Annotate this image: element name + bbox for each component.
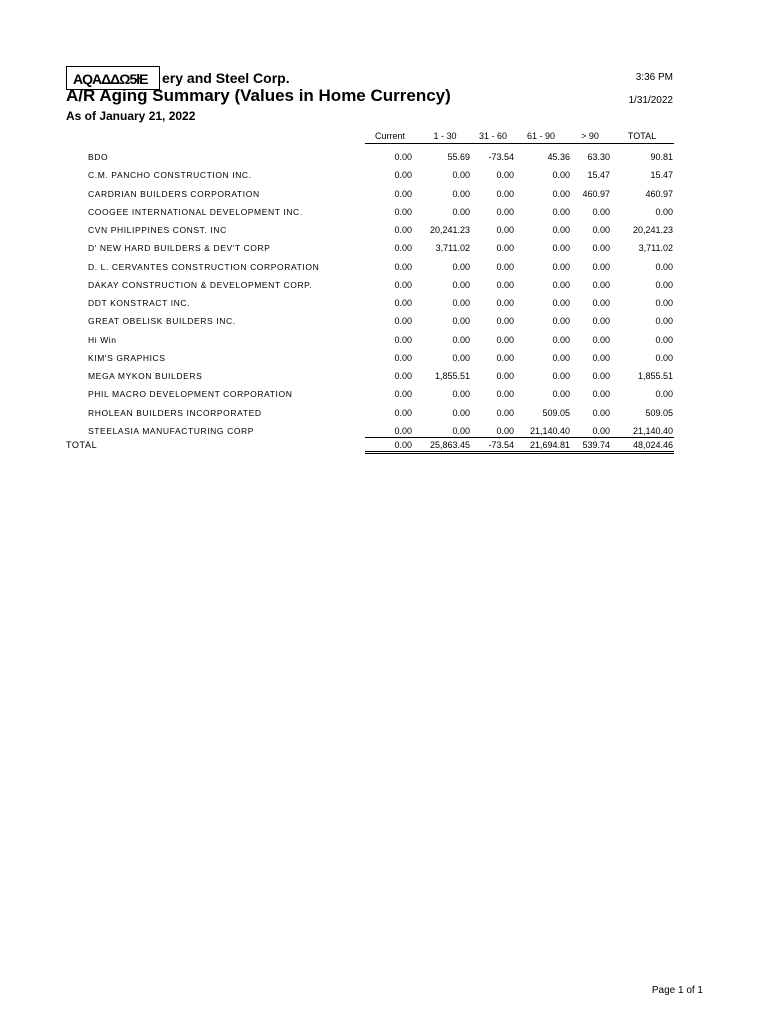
customer-name: PHIL MACRO DEVELOPMENT CORPORATION [88, 389, 293, 400]
cell-31-60: 0.00 [496, 371, 514, 381]
table-row [0, 280, 768, 298]
cell-1-30: 3,711.02 [435, 243, 470, 254]
table-row [0, 189, 768, 207]
cell-61-90: 0.00 [552, 389, 570, 400]
table-row [0, 298, 768, 316]
cell-1-30: 0.00 [452, 407, 470, 418]
cell-61-90: 0.00 [552, 206, 570, 217]
table-row [0, 152, 768, 170]
total-top-rule [365, 437, 674, 438]
cell-total: 21,140.40 [632, 425, 673, 436]
cell-total: 0.00 [655, 316, 673, 327]
print-time: 3:36 PM [635, 72, 673, 83]
cell-1-30: 1,855.51 [434, 371, 470, 381]
cell-61-90: 0.00 [552, 298, 570, 308]
cell-over-90: 63.30 [587, 152, 610, 162]
table-row [0, 262, 768, 280]
cell-61-90: 21,140.40 [529, 425, 570, 436]
total-double-rule-1 [365, 451, 674, 452]
column-header-over-90: > 90 [581, 131, 599, 141]
cell-current: 0.00 [394, 188, 412, 199]
cell-over-90: 0.00 [592, 206, 610, 217]
customer-name: MEGA MYKON BUILDERS [88, 371, 203, 381]
total-current: 0.00 [394, 440, 412, 450]
cell-total: 0.00 [655, 279, 673, 290]
table-row [0, 389, 768, 407]
cell-61-90: 0.00 [552, 352, 570, 363]
cell-current: 0.00 [394, 261, 412, 272]
cell-31-60: 0.00 [496, 407, 514, 418]
cell-61-90: 0.00 [552, 371, 570, 381]
cell-current: 0.00 [394, 352, 412, 363]
total-total: 48,024.46 [632, 440, 673, 450]
cell-61-90: 0.00 [552, 334, 570, 345]
cell-61-90: 0.00 [552, 170, 570, 181]
column-header-1-30: 1 - 30 [433, 131, 457, 141]
cell-total: 0.00 [655, 261, 673, 272]
customer-name: CVN PHILIPPINES CONST. INC [88, 225, 227, 235]
cell-1-30: 0.00 [452, 188, 470, 199]
cell-1-30: 55.69 [447, 152, 470, 162]
customer-name: RHOLEAN BUILDERS INCORPORATED [88, 407, 262, 418]
table-row [0, 335, 768, 353]
cell-over-90: 15.47 [587, 170, 610, 181]
customer-name: D. L. CERVANTES CONSTRUCTION CORPORATION [88, 261, 320, 272]
cell-61-90: 0.00 [552, 243, 570, 254]
cell-total: 20,241.23 [632, 225, 673, 235]
cell-31-60: 0.00 [496, 225, 514, 235]
cell-current: 0.00 [394, 316, 412, 327]
column-header-31-60: 31 - 60 [478, 131, 508, 141]
cell-over-90: 0.00 [592, 261, 610, 272]
cell-31-60: 0.00 [496, 298, 514, 308]
total-label: TOTAL [66, 440, 98, 450]
cell-total: 0.00 [655, 334, 673, 345]
company-name: ery and Steel Corp. [162, 70, 290, 86]
cell-total: 3,711.02 [638, 243, 673, 254]
cell-over-90: 0.00 [592, 389, 610, 400]
cell-current: 0.00 [394, 279, 412, 290]
cell-1-30: 0.00 [452, 298, 470, 308]
cell-total: 460.97 [645, 188, 673, 199]
cell-61-90: 0.00 [552, 279, 570, 290]
table-row [0, 243, 768, 261]
cell-1-30: 0.00 [452, 170, 470, 181]
table-row [0, 225, 768, 243]
header-divider [365, 143, 674, 144]
customer-name: C.M. PANCHO CONSTRUCTION INC. [88, 170, 252, 181]
cell-31-60: 0.00 [496, 389, 514, 400]
cell-current: 0.00 [394, 243, 412, 254]
cell-61-90: 0.00 [552, 225, 570, 235]
cell-31-60: 0.00 [496, 206, 514, 217]
cell-31-60: 0.00 [496, 188, 514, 199]
cell-31-60: 0.00 [496, 279, 514, 290]
cell-31-60: 0.00 [496, 334, 514, 345]
total-over-90: 539.74 [582, 440, 610, 450]
cell-over-90: 0.00 [592, 371, 610, 381]
customer-name: KIM'S GRAPHICS [88, 352, 166, 363]
cell-1-30: 20,241.23 [429, 225, 470, 235]
table-row [0, 316, 768, 334]
customer-name: COOGEE INTERNATIONAL DEVELOPMENT INC. [88, 206, 303, 217]
cell-31-60: -73.54 [488, 152, 514, 162]
customer-name: STEELASIA MANUFACTURING CORP [88, 425, 255, 436]
cell-31-60: 0.00 [496, 261, 514, 272]
cell-over-90: 0.00 [592, 352, 610, 363]
cell-current: 0.00 [394, 206, 412, 217]
total-double-rule-2 [365, 453, 674, 454]
cell-current: 0.00 [394, 407, 412, 418]
cell-over-90: 0.00 [592, 407, 610, 418]
customer-name: Hi Win [88, 334, 117, 345]
cell-over-90: 0.00 [592, 279, 610, 290]
cell-total: 0.00 [655, 298, 673, 308]
total-61-90: 21,694.81 [529, 440, 570, 450]
cell-1-30: 0.00 [452, 206, 470, 217]
total-row [0, 440, 768, 458]
cell-1-30: 0.00 [452, 316, 470, 327]
cell-over-90: 0.00 [592, 243, 610, 254]
print-date: 1/31/2022 [628, 95, 673, 106]
cell-1-30: 0.00 [452, 279, 470, 290]
logo-text: AQAΔΔΩ5łE [73, 71, 148, 87]
total-1-30: 25,863.45 [429, 440, 470, 450]
cell-over-90: 0.00 [592, 298, 610, 308]
total-31-60: -73.54 [488, 440, 514, 450]
cell-1-30: 0.00 [452, 425, 470, 436]
cell-61-90: 509.05 [542, 407, 570, 418]
cell-over-90: 460.97 [582, 188, 610, 199]
table-row [0, 170, 768, 188]
cell-current: 0.00 [394, 152, 412, 162]
table-row [0, 408, 768, 426]
table-row [0, 371, 768, 389]
cell-61-90: 0.00 [552, 316, 570, 327]
cell-1-30: 0.00 [452, 352, 470, 363]
cell-current: 0.00 [394, 371, 412, 381]
cell-31-60: 0.00 [496, 243, 514, 254]
cell-current: 0.00 [394, 170, 412, 181]
customer-name: CARDRIAN BUILDERS CORPORATION [88, 188, 260, 199]
cell-over-90: 0.00 [592, 316, 610, 327]
cell-current: 0.00 [394, 334, 412, 345]
cell-over-90: 0.00 [592, 425, 610, 436]
cell-1-30: 0.00 [452, 389, 470, 400]
cell-total: 0.00 [655, 206, 673, 217]
column-header-current: Current [374, 131, 405, 141]
cell-total: 0.00 [655, 352, 673, 363]
report-title: A/R Aging Summary (Values in Home Currency) [66, 86, 451, 105]
cell-61-90: 0.00 [552, 261, 570, 272]
cell-31-60: 0.00 [496, 425, 514, 436]
cell-total: 15.47 [650, 170, 673, 181]
column-header-total: TOTAL [627, 131, 657, 141]
cell-31-60: 0.00 [496, 316, 514, 327]
table-row [0, 207, 768, 225]
cell-total: 90.81 [650, 152, 673, 162]
page-number: Page 1 of 1 [651, 985, 703, 996]
customer-name: DAKAY CONSTRUCTION & DEVELOPMENT CORP. [88, 279, 313, 290]
cell-current: 0.00 [394, 298, 412, 308]
customer-name: DDT KONSTRACT INC. [88, 298, 191, 308]
column-header-61-90: 61 - 90 [526, 131, 556, 141]
table-row [0, 353, 768, 371]
cell-61-90: 0.00 [552, 188, 570, 199]
cell-total: 509.05 [645, 407, 673, 418]
cell-current: 0.00 [394, 389, 412, 400]
customer-name: GREAT OBELISK BUILDERS INC. [88, 316, 236, 327]
cell-61-90: 45.36 [547, 152, 570, 162]
cell-1-30: 0.00 [452, 261, 470, 272]
report-as-of-date: As of January 21, 2022 [66, 109, 196, 123]
cell-1-30: 0.00 [452, 334, 470, 345]
cell-over-90: 0.00 [592, 334, 610, 345]
customer-name: BDO [88, 152, 109, 162]
cell-total: 0.00 [655, 389, 673, 400]
customer-name: D' NEW HARD BUILDERS & DEV'T CORP [88, 243, 271, 254]
cell-31-60: 0.00 [496, 352, 514, 363]
cell-current: 0.00 [394, 425, 412, 436]
cell-current: 0.00 [394, 225, 412, 235]
cell-31-60: 0.00 [496, 170, 514, 181]
cell-over-90: 0.00 [592, 225, 610, 235]
cell-total: 1,855.51 [637, 371, 673, 381]
